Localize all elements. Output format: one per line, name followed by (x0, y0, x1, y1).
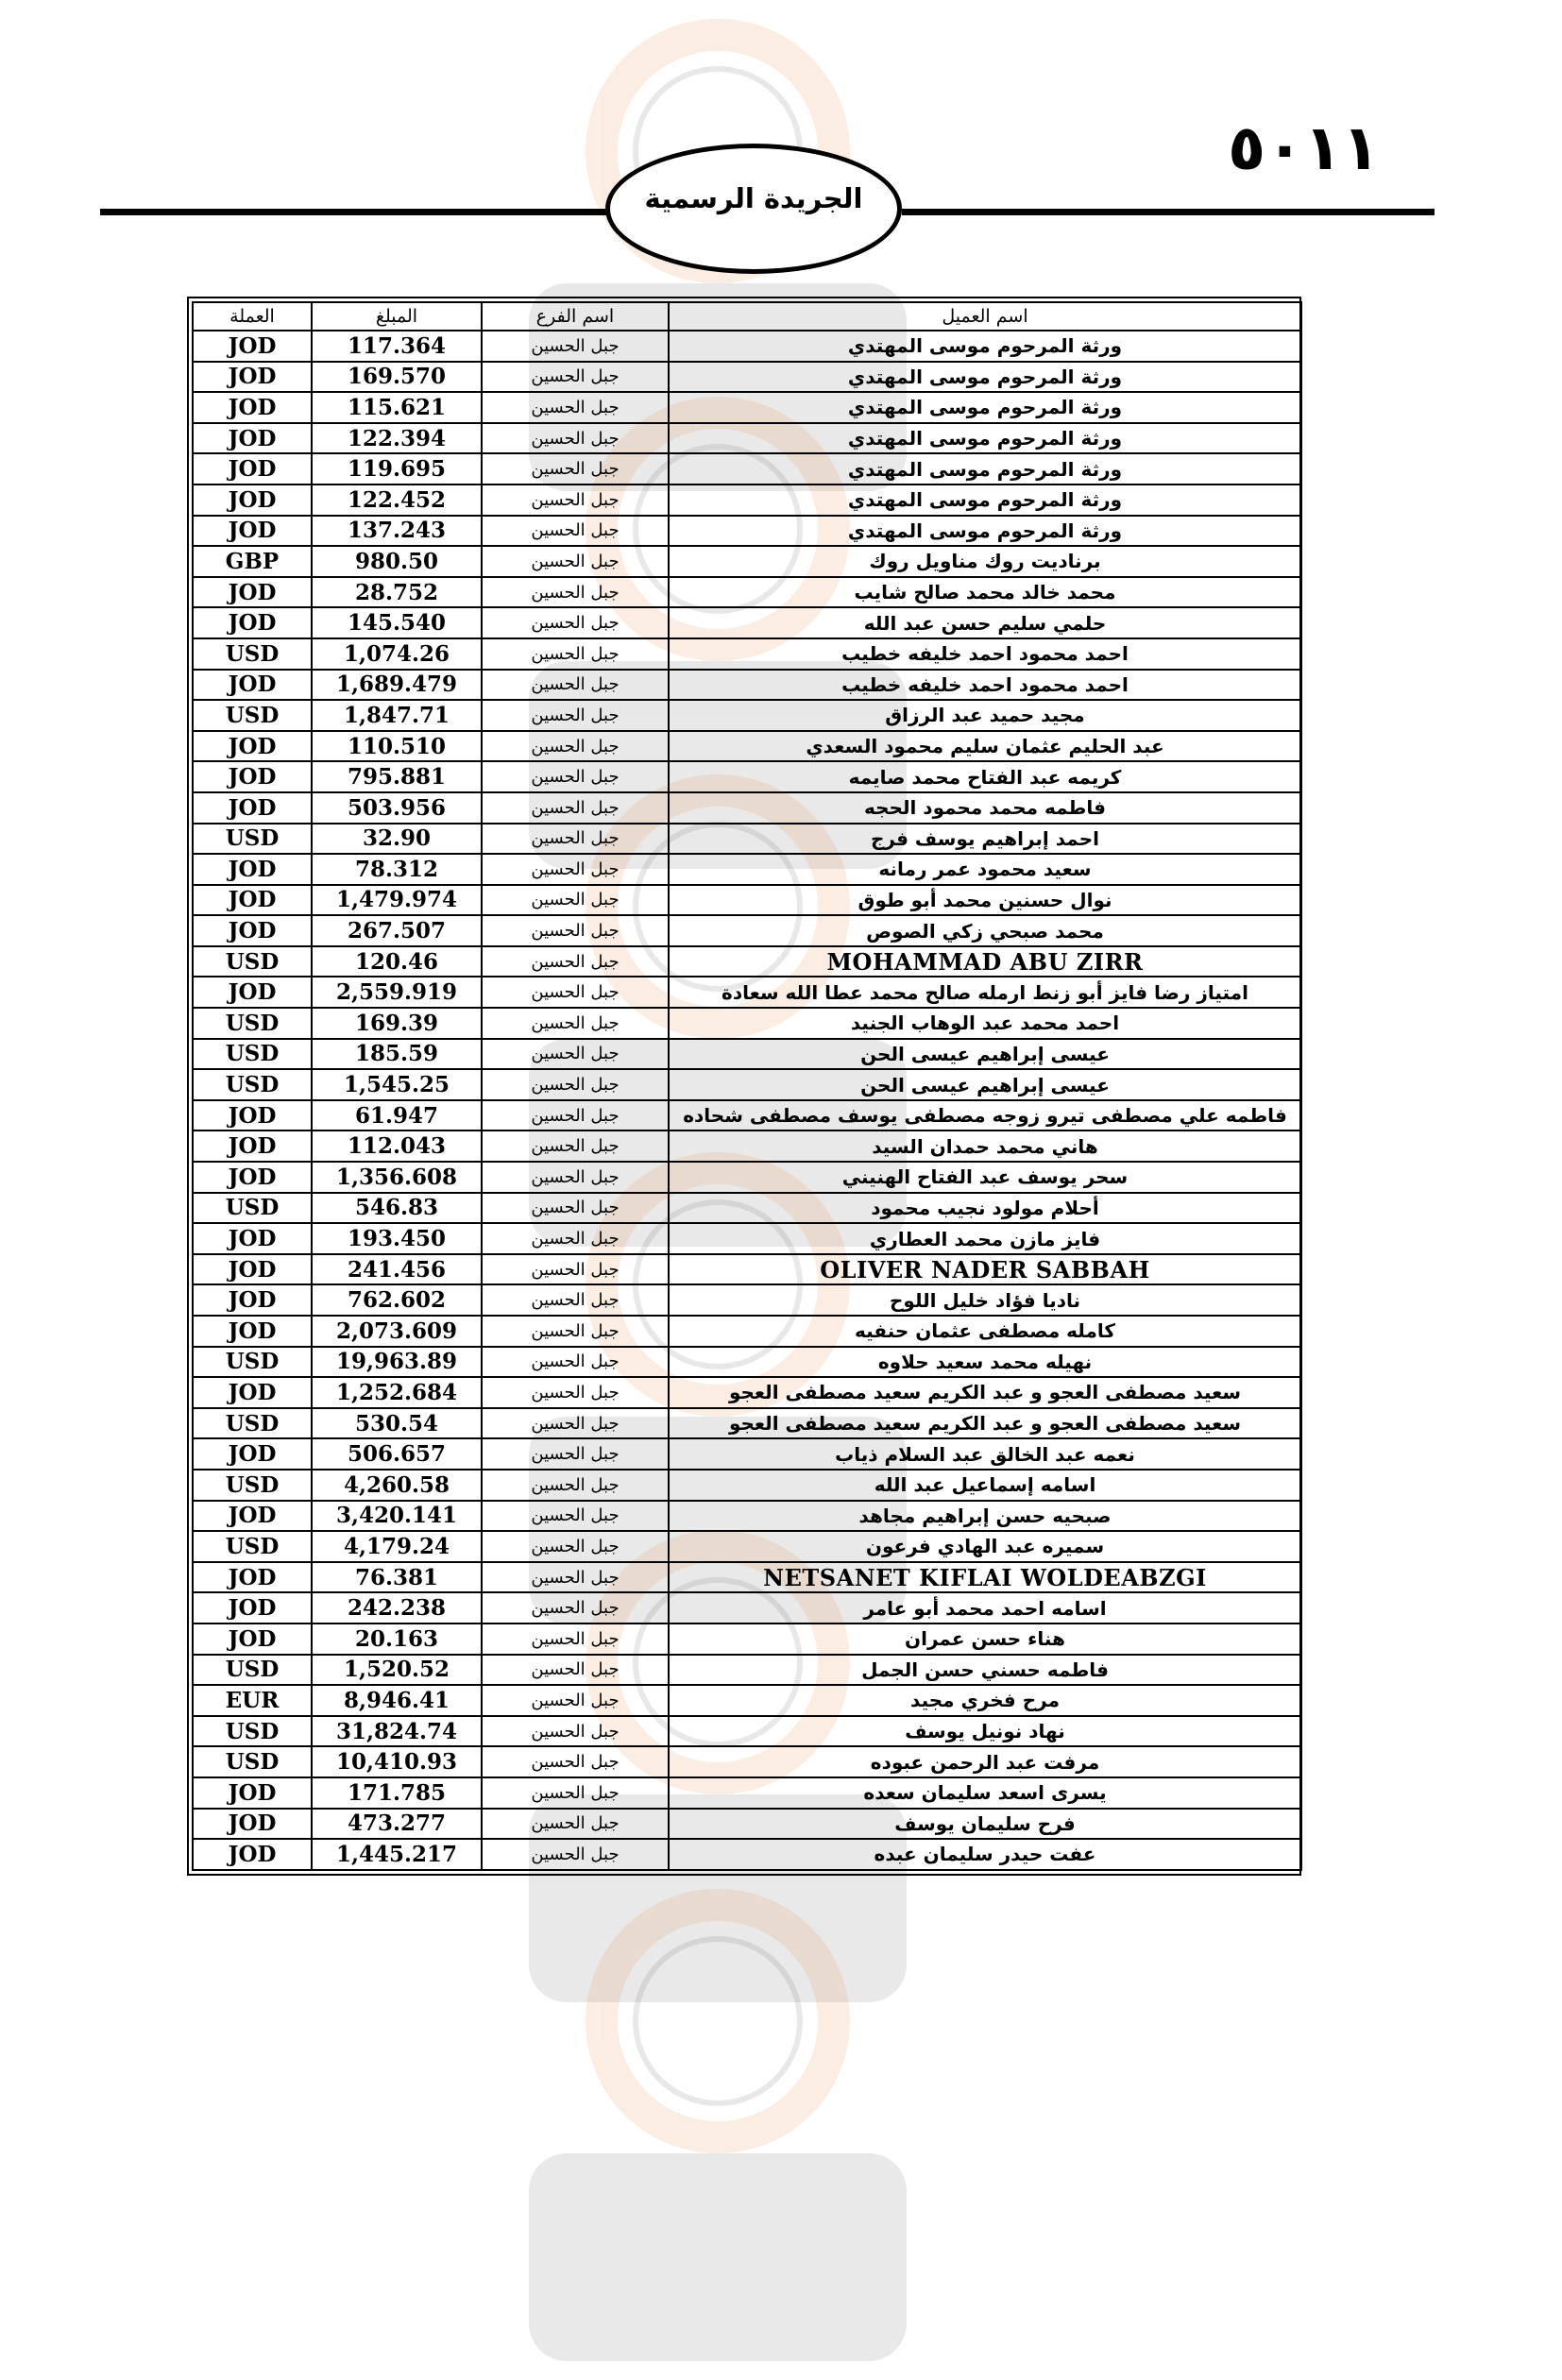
client-name-cell: يسرى اسعد سليمان سعده (669, 1777, 1301, 1809)
client-name-cell: مرفت عبد الرحمن عبوده (669, 1746, 1301, 1777)
client-name-cell: فاطمه حسني حسن الجمل (669, 1655, 1301, 1686)
amount-cell: 185.59 (312, 1039, 482, 1070)
currency-cell: JOD (193, 1284, 312, 1316)
table-row (193, 1624, 1301, 1655)
amount-cell: 10,410.93 (312, 1746, 482, 1777)
table-row (193, 1531, 1301, 1562)
client-name-cell: احمد محمود احمد خليفه خطيب (669, 638, 1301, 670)
branch-cell: جبل الحسين (482, 1284, 669, 1316)
currency-cell: USD (193, 1039, 312, 1070)
table-row (193, 1347, 1301, 1378)
currency-cell: JOD (193, 885, 312, 916)
table-row (193, 484, 1301, 516)
client-name-cell: امتياز رضا فايز أبو زنط ارمله صالح محمد عطا الله سعادة (669, 977, 1301, 1008)
branch-cell: جبل الحسين (482, 516, 669, 547)
branch-cell: جبل الحسين (482, 1254, 669, 1285)
client-name-cell: عبد الحليم عثمان سليم محمود السعدي (669, 731, 1301, 762)
table-row (193, 1008, 1301, 1039)
table-row (193, 1839, 1301, 1870)
branch-cell: جبل الحسين (482, 1716, 669, 1747)
currency-cell: JOD (193, 1809, 312, 1840)
header-amount: المبلغ (312, 302, 482, 331)
amount-cell: 137.243 (312, 516, 482, 547)
branch-cell: جبل الحسين (482, 1839, 669, 1870)
header-currency: العملة (193, 302, 312, 331)
branch-cell: جبل الحسين (482, 1377, 669, 1408)
table-row (193, 885, 1301, 916)
branch-cell: جبل الحسين (482, 1069, 669, 1100)
gazette-title: الجريدة الرسمية (644, 182, 863, 214)
branch-cell: جبل الحسين (482, 607, 669, 638)
branch-cell: جبل الحسين (482, 1501, 669, 1532)
amount-cell: 2,559.919 (312, 977, 482, 1008)
table-row (193, 915, 1301, 946)
branch-cell: جبل الحسين (482, 761, 669, 792)
amount-cell: 78.312 (312, 854, 482, 885)
currency-cell: USD (193, 1408, 312, 1439)
amount-cell: 3,420.141 (312, 1501, 482, 1532)
table-row (193, 1408, 1301, 1439)
currency-cell: JOD (193, 670, 312, 701)
client-name-cell: سعيد مصطفى العجو و عبد الكريم سعيد مصطفى العجو (669, 1377, 1301, 1408)
client-name-cell: مرح فخري مجيد (669, 1685, 1301, 1716)
table-row (193, 392, 1301, 423)
client-name-cell: أحلام مولود نجيب محمود (669, 1193, 1301, 1224)
currency-cell: JOD (193, 423, 312, 454)
amount-cell: 171.785 (312, 1777, 482, 1809)
table-row (193, 1316, 1301, 1347)
accounts-table-frame (187, 297, 1301, 1876)
amount-cell: 1,356.608 (312, 1162, 482, 1193)
branch-cell: جبل الحسين (482, 546, 669, 577)
currency-cell: USD (193, 1193, 312, 1224)
client-name-cell: اسامه احمد محمد أبو عامر (669, 1592, 1301, 1624)
currency-cell: JOD (193, 1839, 312, 1870)
amount-cell: 267.507 (312, 915, 482, 946)
branch-cell: جبل الحسين (482, 885, 669, 916)
table-row (193, 854, 1301, 885)
client-name-cell: ورثة المرحوم موسى المهتدي (669, 484, 1301, 516)
currency-cell: JOD (193, 1377, 312, 1408)
currency-cell: JOD (193, 1501, 312, 1532)
client-name-cell: سحر يوسف عبد الفتاح الهنيني (669, 1162, 1301, 1193)
amount-cell: 193.450 (312, 1223, 482, 1254)
currency-cell: JOD (193, 731, 312, 762)
branch-cell: جبل الحسين (482, 946, 669, 978)
client-name-cell: ورثة المرحوم موسى المهتدي (669, 453, 1301, 484)
client-name-cell: عفت حيدر سليمان عبده (669, 1839, 1301, 1870)
table-row (193, 700, 1301, 731)
table-row (193, 1685, 1301, 1716)
header-branch: اسم الفرع (482, 302, 669, 331)
client-name-cell: OLIVER NADER SABBAH (669, 1254, 1301, 1285)
amount-cell: 1,074.26 (312, 638, 482, 670)
amount-cell: 61.947 (312, 1100, 482, 1131)
branch-cell: جبل الحسين (482, 977, 669, 1008)
branch-cell: جبل الحسين (482, 1531, 669, 1562)
amount-cell: 119.695 (312, 453, 482, 484)
branch-cell: جبل الحسين (482, 1408, 669, 1439)
branch-cell: جبل الحسين (482, 577, 669, 608)
client-name-cell: ورثة المرحوم موسى المهتدي (669, 516, 1301, 547)
client-name-cell: صبحيه حسن إبراهيم مجاهد (669, 1501, 1301, 1532)
table-row (193, 577, 1301, 608)
branch-cell: جبل الحسين (482, 1316, 669, 1347)
branch-cell: جبل الحسين (482, 670, 669, 701)
currency-cell: JOD (193, 392, 312, 423)
branch-cell: جبل الحسين (482, 1438, 669, 1470)
table-row (193, 1100, 1301, 1131)
client-name-cell: سعيد مصطفى العجو و عبد الكريم سعيد مصطفى العجو (669, 1408, 1301, 1439)
amount-cell: 506.657 (312, 1438, 482, 1470)
table-row (193, 946, 1301, 978)
currency-cell: USD (193, 1531, 312, 1562)
table-row (193, 453, 1301, 484)
amount-cell: 28.752 (312, 577, 482, 608)
client-name-cell: احمد محمد عبد الوهاب الجنيد (669, 1008, 1301, 1039)
branch-cell: جبل الحسين (482, 1655, 669, 1686)
amount-cell: 1,689.479 (312, 670, 482, 701)
amount-cell: 112.043 (312, 1130, 482, 1162)
amount-cell: 4,179.24 (312, 1531, 482, 1562)
table-row (193, 1562, 1301, 1593)
table-row (193, 607, 1301, 638)
table-row (193, 1470, 1301, 1501)
amount-cell: 1,445.217 (312, 1839, 482, 1870)
amount-cell: 473.277 (312, 1809, 482, 1840)
currency-cell: JOD (193, 516, 312, 547)
amount-cell: 241.456 (312, 1254, 482, 1285)
accounts-table (192, 301, 1302, 1871)
currency-cell: JOD (193, 1562, 312, 1593)
branch-cell: جبل الحسين (482, 1592, 669, 1624)
table-row (193, 1130, 1301, 1162)
table-row (193, 731, 1301, 762)
client-name-cell: كريمه عبد الفتاح محمد صايمه (669, 761, 1301, 792)
client-name-cell: سميره عبد الهادي فرعون (669, 1531, 1301, 1562)
gazette-title-oval (605, 144, 902, 274)
table-row (193, 1162, 1301, 1193)
currency-cell: JOD (193, 792, 312, 824)
header-rule-right (902, 209, 1435, 215)
table-row (193, 1746, 1301, 1777)
client-name-cell: كامله مصطفى عثمان حنفيه (669, 1316, 1301, 1347)
amount-cell: 145.540 (312, 607, 482, 638)
currency-cell: USD (193, 1655, 312, 1686)
currency-cell: JOD (193, 1592, 312, 1624)
branch-cell: جبل الحسين (482, 1223, 669, 1254)
currency-cell: JOD (193, 977, 312, 1008)
client-name-cell: NETSANET KIFLAI WOLDEABZGI (669, 1562, 1301, 1593)
currency-cell: JOD (193, 1254, 312, 1285)
branch-cell: جبل الحسين (482, 1562, 669, 1593)
branch-cell: جبل الحسين (482, 1624, 669, 1655)
client-name-cell: نهيله محمد سعيد حلاوه (669, 1347, 1301, 1378)
branch-cell: جبل الحسين (482, 854, 669, 885)
table-row (193, 546, 1301, 577)
currency-cell: USD (193, 1069, 312, 1100)
currency-cell: USD (193, 946, 312, 978)
client-name-cell: برناديت روك مناويل روك (669, 546, 1301, 577)
client-name-cell: احمد إبراهيم يوسف فرج (669, 824, 1301, 855)
amount-cell: 169.39 (312, 1008, 482, 1039)
branch-cell: جبل الحسين (482, 1347, 669, 1378)
table-row (193, 1655, 1301, 1686)
table-row (193, 824, 1301, 855)
table-row (193, 1716, 1301, 1747)
amount-cell: 19,963.89 (312, 1347, 482, 1378)
amount-cell: 4,260.58 (312, 1470, 482, 1501)
branch-cell: جبل الحسين (482, 1039, 669, 1070)
client-name-cell: سعيد محمود عمر رمانه (669, 854, 1301, 885)
amount-cell: 503.956 (312, 792, 482, 824)
currency-cell: GBP (193, 546, 312, 577)
currency-cell: JOD (193, 1624, 312, 1655)
currency-cell: JOD (193, 607, 312, 638)
branch-cell: جبل الحسين (482, 392, 669, 423)
table-row (193, 1254, 1301, 1285)
branch-cell: جبل الحسين (482, 484, 669, 516)
currency-cell: JOD (193, 1438, 312, 1470)
branch-cell: جبل الحسين (482, 1685, 669, 1716)
client-name-cell: نوال حسنين محمد أبو طوق (669, 885, 1301, 916)
currency-cell: USD (193, 700, 312, 731)
client-name-cell: ورثة المرحوم موسى المهتدي (669, 423, 1301, 454)
amount-cell: 242.238 (312, 1592, 482, 1624)
currency-cell: JOD (193, 484, 312, 516)
client-name-cell: عيسى إبراهيم عيسى الحن (669, 1069, 1301, 1100)
table-row (193, 1223, 1301, 1254)
amount-cell: 1,252.684 (312, 1377, 482, 1408)
table-row (193, 792, 1301, 824)
currency-cell: USD (193, 824, 312, 855)
branch-cell: جبل الحسين (482, 1470, 669, 1501)
amount-cell: 117.364 (312, 331, 482, 362)
table-row (193, 1039, 1301, 1070)
branch-cell: جبل الحسين (482, 1162, 669, 1193)
client-name-cell: عيسى إبراهيم عيسى الحن (669, 1039, 1301, 1070)
client-name-cell: ورثة المرحوم موسى المهتدي (669, 362, 1301, 393)
watermark-logo (491, 1889, 944, 2380)
table-row (193, 1284, 1301, 1316)
branch-cell: جبل الحسين (482, 423, 669, 454)
amount-cell: 169.570 (312, 362, 482, 393)
amount-cell: 120.46 (312, 946, 482, 978)
branch-cell: جبل الحسين (482, 915, 669, 946)
table-row (193, 1809, 1301, 1840)
table-row (193, 638, 1301, 670)
client-name-cell: نهاد نونيل يوسف (669, 1716, 1301, 1747)
table-row (193, 362, 1301, 393)
table-row (193, 1438, 1301, 1470)
currency-cell: USD (193, 1716, 312, 1747)
client-name-cell: ناديا فؤاد خليل اللوح (669, 1284, 1301, 1316)
amount-cell: 1,479.974 (312, 885, 482, 916)
currency-cell: JOD (193, 453, 312, 484)
currency-cell: JOD (193, 331, 312, 362)
amount-cell: 546.83 (312, 1193, 482, 1224)
currency-cell: JOD (193, 577, 312, 608)
currency-cell: JOD (193, 1130, 312, 1162)
amount-cell: 2,073.609 (312, 1316, 482, 1347)
amount-cell: 32.90 (312, 824, 482, 855)
branch-cell: جبل الحسين (482, 1008, 669, 1039)
table-header-row (193, 302, 1301, 331)
table-row (193, 331, 1301, 362)
amount-cell: 115.621 (312, 392, 482, 423)
client-name-cell: MOHAMMAD ABU ZIRR (669, 946, 1301, 978)
amount-cell: 31,824.74 (312, 1716, 482, 1747)
amount-cell: 76.381 (312, 1562, 482, 1593)
table-row (193, 516, 1301, 547)
branch-cell: جبل الحسين (482, 1777, 669, 1809)
client-name-cell: ورثة المرحوم موسى المهتدي (669, 392, 1301, 423)
currency-cell: EUR (193, 1685, 312, 1716)
table-row (193, 670, 1301, 701)
branch-cell: جبل الحسين (482, 453, 669, 484)
client-name-cell: محمد خالد محمد صالح شايب (669, 577, 1301, 608)
branch-cell: جبل الحسين (482, 1130, 669, 1162)
branch-cell: جبل الحسين (482, 1100, 669, 1131)
amount-cell: 980.50 (312, 546, 482, 577)
client-name-cell: مجيد حميد عبد الرزاق (669, 700, 1301, 731)
client-name-cell: هناء حسن عمران (669, 1624, 1301, 1655)
amount-cell: 795.881 (312, 761, 482, 792)
client-name-cell: فاطمه علي مصطفى تيرو زوجه مصطفى يوسف مصطفى شحاده (669, 1100, 1301, 1131)
client-name-cell: فايز مازن محمد العطاري (669, 1223, 1301, 1254)
currency-cell: USD (193, 1746, 312, 1777)
amount-cell: 1,847.71 (312, 700, 482, 731)
currency-cell: JOD (193, 761, 312, 792)
currency-cell: USD (193, 1470, 312, 1501)
amount-cell: 1,520.52 (312, 1655, 482, 1686)
branch-cell: جبل الحسين (482, 1809, 669, 1840)
client-name-cell: اسامه إسماعيل عبد الله (669, 1470, 1301, 1501)
table-row (193, 977, 1301, 1008)
amount-cell: 20.163 (312, 1624, 482, 1655)
amount-cell: 530.54 (312, 1408, 482, 1439)
client-name-cell: فاطمه محمد محمود الحجه (669, 792, 1301, 824)
header-rule-left (100, 209, 610, 215)
branch-cell: جبل الحسين (482, 824, 669, 855)
currency-cell: USD (193, 1008, 312, 1039)
table-row (193, 1193, 1301, 1224)
branch-cell: جبل الحسين (482, 1746, 669, 1777)
client-name-cell: فرح سليمان يوسف (669, 1809, 1301, 1840)
table-row (193, 423, 1301, 454)
amount-cell: 110.510 (312, 731, 482, 762)
table-row (193, 1377, 1301, 1408)
currency-cell: JOD (193, 362, 312, 393)
branch-cell: جبل الحسين (482, 638, 669, 670)
currency-cell: USD (193, 638, 312, 670)
currency-cell: JOD (193, 1162, 312, 1193)
client-name-cell: محمد صبحي زكي الصوص (669, 915, 1301, 946)
amount-cell: 122.452 (312, 484, 482, 516)
amount-cell: 122.394 (312, 423, 482, 454)
currency-cell: JOD (193, 1100, 312, 1131)
currency-cell: USD (193, 1347, 312, 1378)
amount-cell: 762.602 (312, 1284, 482, 1316)
amount-cell: 1,545.25 (312, 1069, 482, 1100)
client-name-cell: نعمه عبد الخالق عبد السلام ذياب (669, 1438, 1301, 1470)
client-name-cell: هاني محمد حمدان السيد (669, 1130, 1301, 1162)
header-client: اسم العميل (669, 302, 1301, 331)
client-name-cell: حلمي سليم حسن عبد الله (669, 607, 1301, 638)
currency-cell: JOD (193, 1223, 312, 1254)
currency-cell: JOD (193, 1316, 312, 1347)
branch-cell: جبل الحسين (482, 700, 669, 731)
currency-cell: JOD (193, 915, 312, 946)
table-row (193, 1777, 1301, 1809)
table-row (193, 1592, 1301, 1624)
table-body (193, 331, 1301, 1870)
branch-cell: جبل الحسين (482, 362, 669, 393)
table-row (193, 761, 1301, 792)
currency-cell: JOD (193, 854, 312, 885)
branch-cell: جبل الحسين (482, 792, 669, 824)
amount-cell: 8,946.41 (312, 1685, 482, 1716)
page-number: ٥٠١١ (1228, 111, 1381, 184)
branch-cell: جبل الحسين (482, 331, 669, 362)
branch-cell: جبل الحسين (482, 731, 669, 762)
table-row (193, 1069, 1301, 1100)
currency-cell: JOD (193, 1777, 312, 1809)
client-name-cell: احمد محمود احمد خليفه خطيب (669, 670, 1301, 701)
branch-cell: جبل الحسين (482, 1193, 669, 1224)
client-name-cell: ورثة المرحوم موسى المهتدي (669, 331, 1301, 362)
table-row (193, 1501, 1301, 1532)
